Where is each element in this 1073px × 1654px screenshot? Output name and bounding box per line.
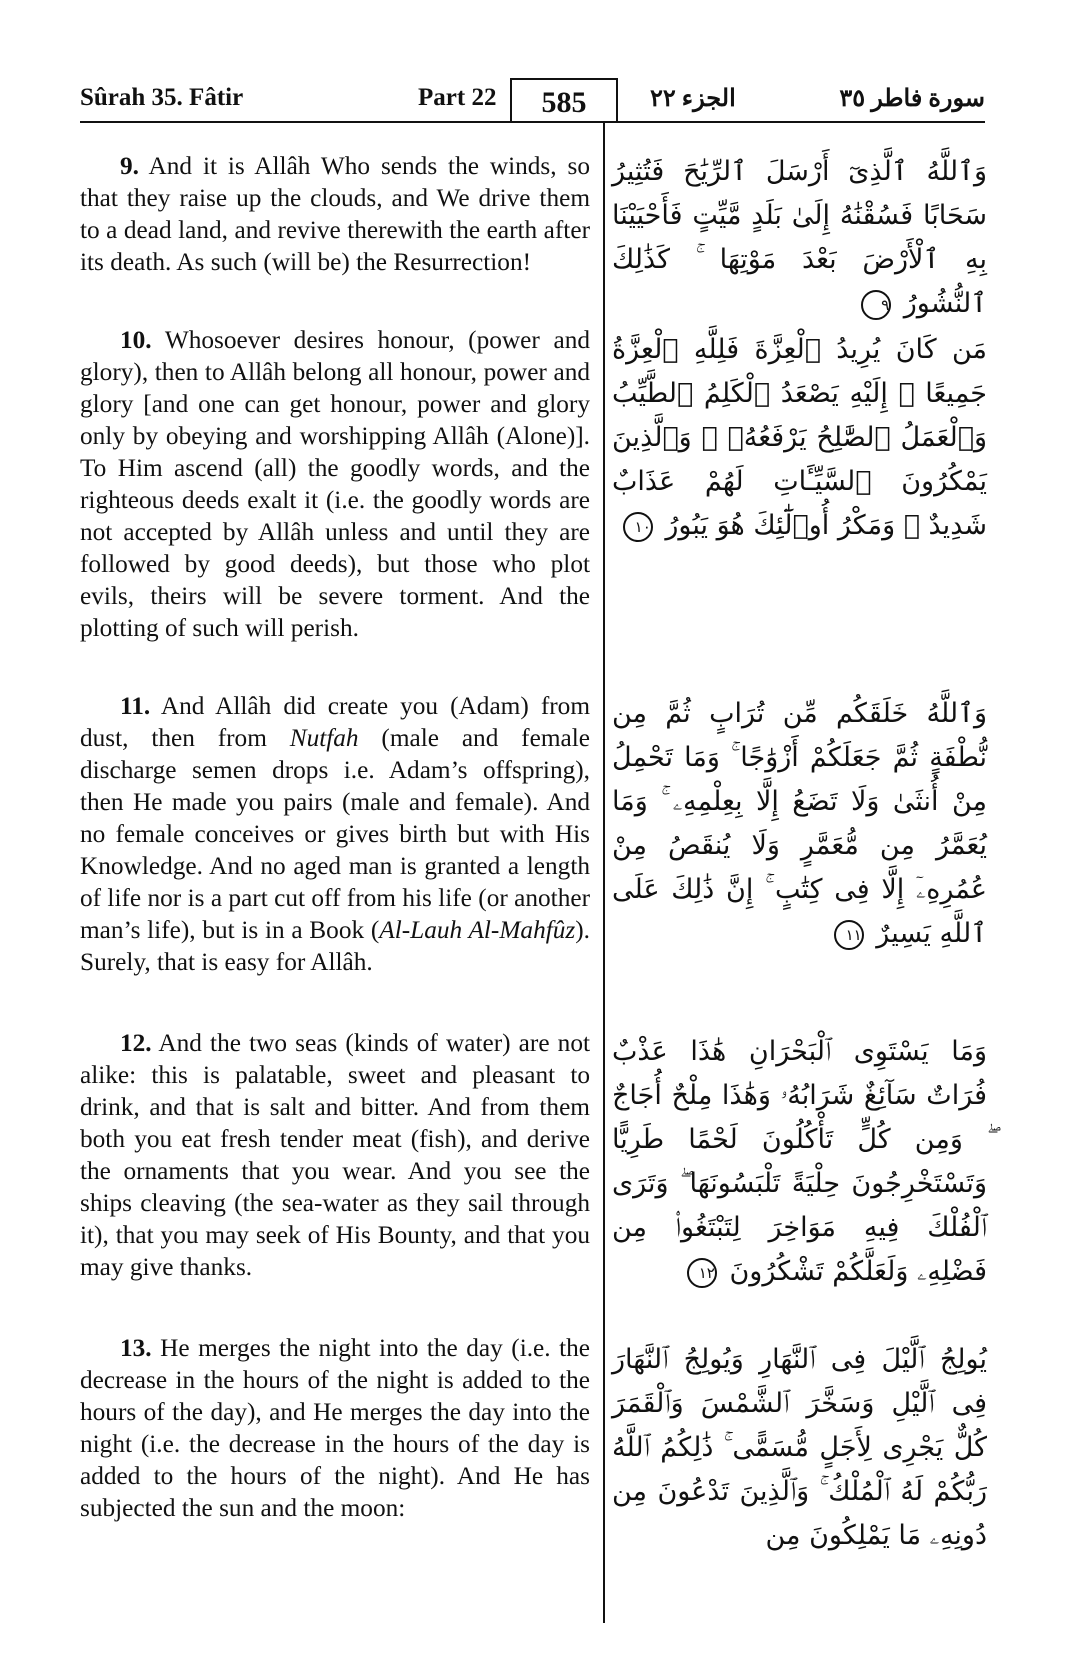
ayah-end-marker: ١٢ xyxy=(687,1258,717,1288)
page-number: 585 xyxy=(510,78,618,122)
header-rule xyxy=(80,121,985,123)
verse-number: 13. xyxy=(120,1334,152,1362)
verse-number: 10. xyxy=(120,326,152,354)
verse-10-arabic xyxy=(612,328,987,548)
surah-title-en: Sûrah 35. Fâtir xyxy=(80,84,244,111)
part-label-en: Part 22 xyxy=(418,84,497,111)
verse-text: And it is Allâh Who sends the winds, so that they raise up the clouds, and We drive them to a dead land, and revive therewith the earth after its death. As such (will be) the Resurrection! xyxy=(80,152,590,276)
verse-text: And Allâh did create you (Adam) from dust, then from Nutfah (male and female discharge semen drops i.e. Adam’s offspring), then He made you pairs (male and female). And no female conceives or gives birth but with His Knowledge. And no aged man is granted a length of life nor is a part cut off from his life (or another man’s life), but is in a Book (Al-Lauh Al-Mahfûz). Surely, that is easy for Allâh. xyxy=(80,692,590,976)
arabic-text: يُولِجُ ٱلَّيْلَ فِى ٱلنَّهَارِ وَيُولِجُ ٱلنَّهَارَ فِى ٱلَّيْلِ وَسَخَّرَ ٱلشَّمْسَ وَٱلْقَمَرَ كُلٌّ يَجْرِى لِأَجَلٍ مُّسَمًّى ۚ ذَٰلِكُمُ ٱللَّهُ رَبُّكُمْ لَهُ ٱلْمُلْكُ ۚ وَٱلَّذِينَ تَدْعُونَ مِن دُونِهِۦ مَا يَمْلِكُونَ مِن xyxy=(612,1344,987,1551)
ayah-end-marker: ٩ xyxy=(861,290,891,320)
ayah-end-marker: ١١ xyxy=(834,920,864,950)
part-label-ar: الجزء ٢٢ xyxy=(650,86,736,112)
arabic-text: مَن كَانَ يُرِيدُ ٱلْعِزَّةَ فَلِلَّهِ ٱلْعِزَّةُ جَمِيعًا ۚ إِلَيْهِ يَصْعَدُ ٱلْكَلِمُ ٱلطَّيِّبُ وَٱلْعَمَلُ ٱلصَّٰلِحُ يَرْفَعُهُۥ ۚ وَٱلَّذِينَ يَمْكُرُونَ ٱلسَّيِّـَٔاتِ لَهُمْ عَذَابٌ شَدِيدٌ ۖ وَمَكْرُ أُو۟لَٰٓئِكَ هُوَ يَبُورُ xyxy=(612,334,987,541)
column-divider xyxy=(603,123,605,1623)
verse-9-arabic xyxy=(612,150,987,326)
arabic-text: وَٱللَّهُ خَلَقَكُم مِّن تُرَابٍ ثُمَّ مِن نُّطْفَةٍ ثُمَّ جَعَلَكُمْ أَزْوَٰجًا ۚ وَمَا تَحْمِلُ مِنْ أُنثَىٰ وَلَا تَضَعُ إِلَّا بِعِلْمِهِۦ ۚ وَمَا يُعَمَّرُ مِن مُّعَمَّرٍ وَلَا يُنقَصُ مِنْ عُمُرِهِۦٓ إِلَّا فِى كِتَٰبٍ ۚ إِنَّ ذَٰلِكَ عَلَى ٱللَّهِ يَسِيرٌ xyxy=(612,698,987,949)
verse-12-translation xyxy=(80,1027,590,1283)
verse-13-translation xyxy=(80,1332,590,1524)
verse-number: 12. xyxy=(120,1029,152,1057)
verse-10-translation xyxy=(80,324,590,644)
verse-9-translation xyxy=(80,150,590,278)
verse-12-arabic xyxy=(612,1030,987,1294)
verse-text: Whosoever desires honour, (power and glory), then to Allâh belong all honour, power and glory [and one can get honour, power and glory only by obeying and worshipping Allâh (Alone)]. To Him ascend (all) the goodly words, and the righteous deeds exalt it (i.e. the goodly words are not accepted by Allâh unless and until they are followed by good deeds), but those who plot evils, theirs will be severe torment. And the plotting of such will perish. xyxy=(80,326,590,642)
verse-11-arabic xyxy=(612,692,987,956)
verse-11-translation xyxy=(80,690,590,978)
arabic-text: وَمَا يَسْتَوِى ٱلْبَحْرَانِ هَٰذَا عَذْبٌ فُرَاتٌ سَآئِغٌ شَرَابُهُۥ وَهَٰذَا مِلْحٌ أُجَاجٌ ۖ وَمِن كُلٍّ تَأْكُلُونَ لَحْمًا طَرِيًّا وَتَسْتَخْرِجُونَ حِلْيَةً تَلْبَسُونَهَا ۖ وَتَرَى ٱلْفُلْكَ فِيهِ مَوَاخِرَ لِتَبْتَغُوا۟ مِن فَضْلِهِۦ وَلَعَلَّكُمْ تَشْكُرُونَ xyxy=(612,1036,987,1287)
verse-text: He merges the night into the day (i.e. the decrease in the hours of the night is added to the hours of the day), and He merges the day into the night (i.e. the decrease in the hours of the day is added to the hours of the night). And He has subjected the sun and the moon: xyxy=(80,1334,590,1522)
verse-number: 11. xyxy=(120,692,151,720)
arabic-text: وَٱللَّهُ ٱلَّذِىٓ أَرْسَلَ ٱلرِّيَٰحَ فَتُثِيرُ سَحَابًا فَسُقْنَٰهُ إِلَىٰ بَلَدٍ مَّيِّتٍ فَأَحْيَيْنَا بِهِ ٱلْأَرْضَ بَعْدَ مَوْتِهَا ۚ كَذَٰلِكَ ٱلنُّشُورُ xyxy=(612,156,987,319)
ayah-end-marker: ١٠ xyxy=(623,512,653,542)
page-header xyxy=(80,78,985,124)
surah-title-ar: سورة فاطر ٣٥ xyxy=(839,86,985,112)
verse-text: And the two seas (kinds of water) are not alike: this is palatable, sweet and pleasant to drink, and that is salt and bitter. And from them both you eat fresh tender meat (fish), and derive the ornaments that you wear. And you see the ships cleaving (the sea-water as they sail through it), that you may seek of His Bounty, and that you may give thanks. xyxy=(80,1029,590,1281)
verse-number: 9. xyxy=(120,152,139,180)
verse-13-arabic xyxy=(612,1338,987,1558)
